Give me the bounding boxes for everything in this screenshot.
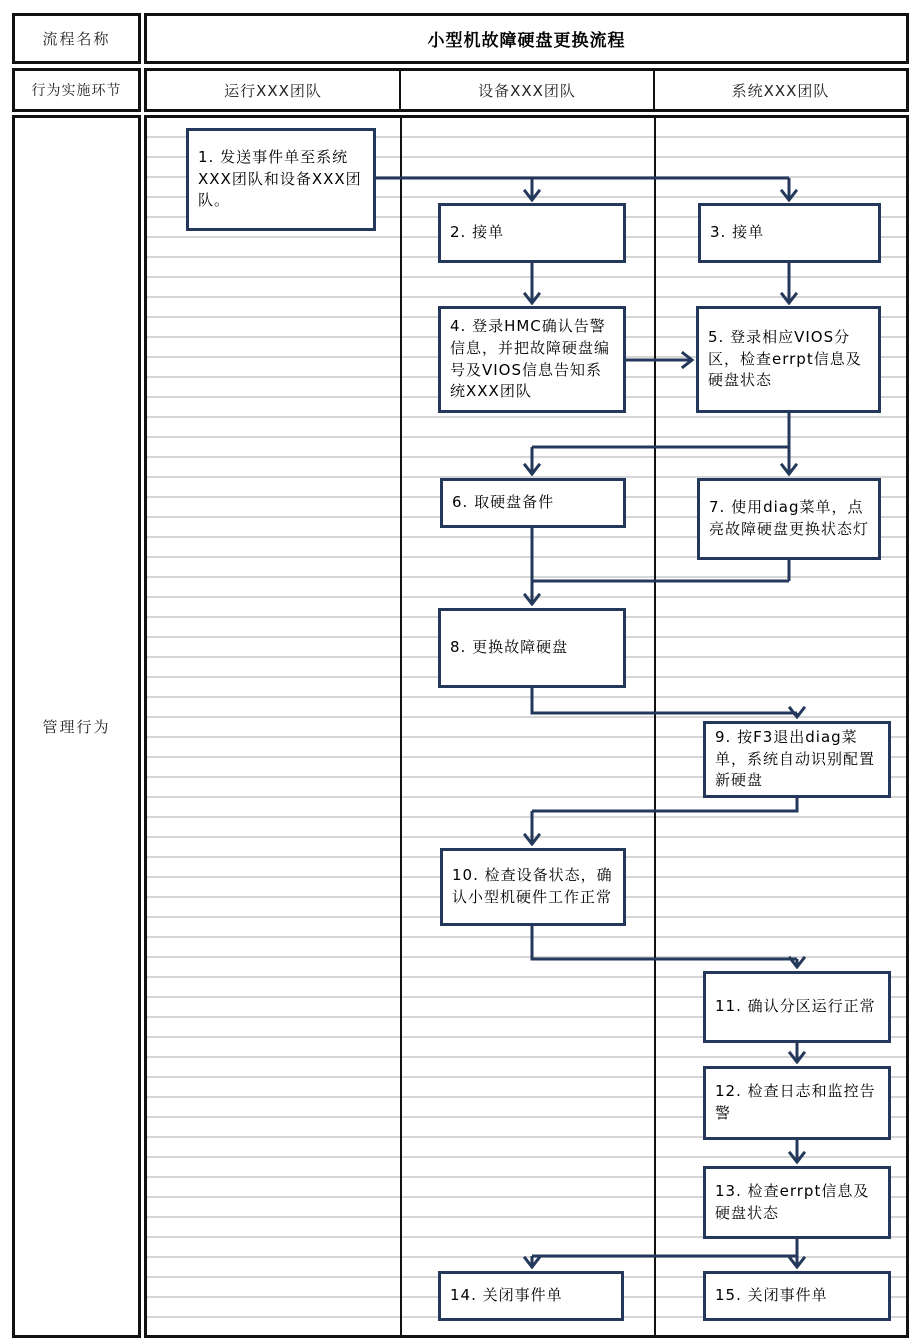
flow-node-8: 8. 更换故障硬盘 [438,608,626,688]
flow-node-10: 10. 检查设备状态，确认小型机硬件工作正常 [440,848,626,926]
lane-header-equipment-team: 设备XXX团队 [401,71,655,109]
flow-node-7: 7. 使用diag菜单，点亮故障硬盘更换状态灯 [697,478,881,560]
flow-node-5: 5. 登录相应VIOS分区，检查errpt信息及硬盘状态 [696,306,881,413]
flow-node-15: 15. 关闭事件单 [703,1271,891,1321]
management-behavior-label: 管理行为 [42,718,111,736]
flow-node-9: 9. 按F3退出diag菜单，系统自动识别配置新硬盘 [703,721,891,798]
lane-header-row [144,68,909,112]
connector-segment [532,798,797,811]
connector-segment [532,688,797,713]
flow-area [144,115,909,1338]
management-behavior-cell [12,115,141,1338]
flow-node-6: 6. 取硬盘备件 [440,478,626,528]
flow-node-13: 13. 检查errpt信息及硬盘状态 [703,1166,891,1239]
flow-node-14: 14. 关闭事件单 [438,1271,624,1321]
process-name-header-cell [12,13,141,64]
flow-node-2: 2. 接单 [438,203,626,263]
flow-node-1: 1. 发送事件单至系统XXX团队和设备XXX团队。 [186,128,376,231]
flow-node-4: 4. 登录HMC确认告警信息，并把故障硬盘编号及VIOS信息告知系统XXX团队 [438,306,626,413]
flow-node-11: 11. 确认分区运行正常 [703,971,891,1043]
process-title-cell [144,13,909,64]
connector-segment [532,926,797,959]
connector-segment [532,413,789,447]
flow-node-12: 12. 检查日志和监控告警 [703,1066,891,1140]
process-name-label: 流程名称 [42,30,111,48]
flow-node-3: 3. 接单 [698,203,881,263]
page-title: 小型机故障硬盘更换流程 [427,31,626,51]
phase-label: 行为实施环节 [31,83,122,99]
connector-segment [532,1239,797,1256]
lane-header-operations-team: 运行XXX团队 [147,71,401,109]
lane-header-system-team: 系统XXX团队 [731,81,830,100]
phase-header-cell [12,68,141,112]
